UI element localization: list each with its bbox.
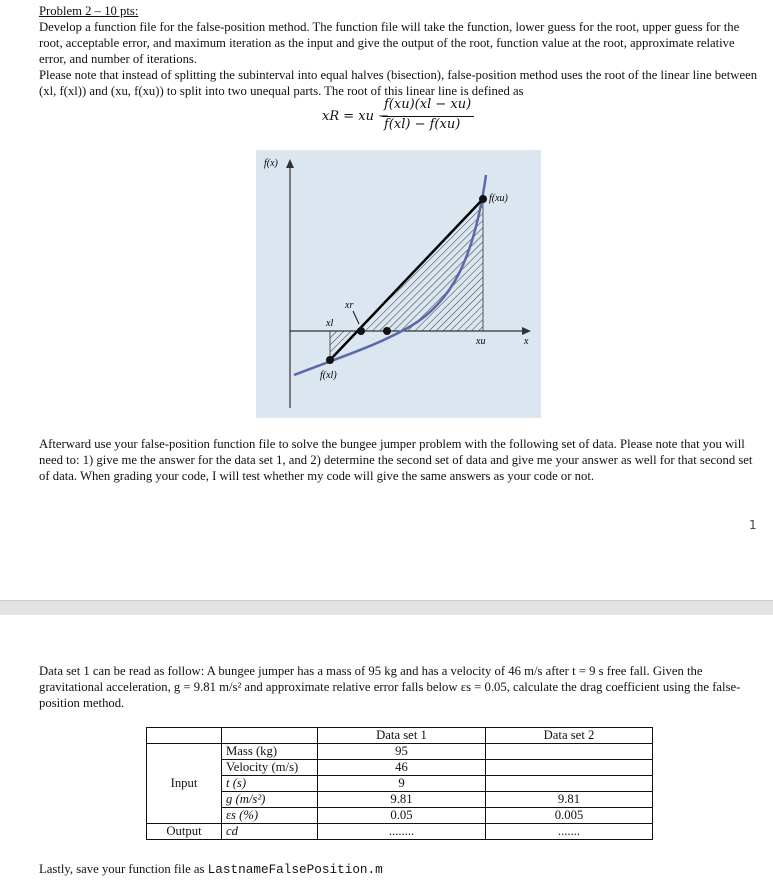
value-gravity-set2: 9.81 — [486, 792, 653, 808]
formula-numerator: f(xu)(xl − xu) — [384, 97, 472, 112]
param-error: εs (%) — [222, 808, 318, 824]
param-mass: Mass (kg) — [222, 744, 318, 760]
false-position-formula — [322, 97, 522, 137]
value-velocity-set1: 46 — [318, 760, 486, 776]
table-row — [147, 808, 653, 824]
point-fxl — [326, 356, 334, 364]
param-velocity: Velocity (m/s) — [222, 760, 318, 776]
closing-text: Lastly, save your function file as — [39, 862, 205, 876]
input-label: Input — [147, 744, 222, 824]
filename: LastnameFalsePosition.m — [207, 862, 383, 877]
label-fxu: f(xu) — [489, 193, 508, 204]
table-row — [147, 776, 653, 792]
x-axis-arrow — [522, 327, 531, 335]
label-xr: xr — [345, 300, 354, 311]
label-x: x — [524, 336, 529, 347]
table-param-header — [222, 728, 318, 744]
value-mass-set2[interactable] — [486, 744, 653, 760]
dataset-description: Data set 1 can be read as follow: A bungee jumper has a mass of 95 kg and has a velocity of 46 m/s after t = 9 s free fall. Given the gravitational acceleration, g = 9.81 m/s² and approximate relative error falls below εs = 0.05, calculate the drag coefficient using the false-position method. — [39, 664, 741, 710]
value-time-set2[interactable] — [486, 776, 653, 792]
table-header-set1: Data set 1 — [318, 728, 486, 744]
problem-intro: Develop a function file for the false-position method. The function file will take the function, lower guess for the root, upper guess for the root, acceptable error, and maximum iteration as the input and give the output of the root, function value at the root, approximate relative error, and number of iterations. — [39, 20, 740, 66]
table-corner-cell — [147, 728, 222, 744]
value-drag-set1: ........ — [318, 824, 486, 840]
y-axis-arrow — [286, 159, 294, 168]
data-table — [146, 727, 653, 840]
table-row — [147, 760, 653, 776]
point-true-root — [383, 327, 391, 335]
table-row — [147, 744, 653, 760]
value-gravity-set1: 9.81 — [318, 792, 486, 808]
figure-svg — [256, 150, 541, 418]
point-fxu — [479, 195, 487, 203]
function-curve — [294, 175, 486, 375]
value-error-set1: 0.05 — [318, 808, 486, 824]
method-note: Please note that instead of splitting the subinterval into equal halves (bisection), false-position method uses the root of the linear line between (xl, f(xl)) and (xu, f(xu)) to split into two unequal parts. The root of this linear line is defined as — [39, 68, 758, 98]
label-fx: f(x) — [264, 158, 278, 169]
value-mass-set1: 95 — [318, 744, 486, 760]
param-time: t (s) — [222, 776, 318, 792]
table-row — [147, 792, 653, 808]
table-header-row — [147, 728, 653, 744]
formula-denominator: f(xl) − f(xu) — [384, 117, 461, 132]
false-position-figure — [256, 150, 541, 418]
problem-title: Problem 2 – 10 pts: — [39, 4, 139, 18]
param-drag: cd — [222, 824, 318, 840]
xr-pointer — [353, 311, 359, 324]
label-fxl: f(xl) — [320, 370, 337, 381]
param-gravity: g (m/s²) — [222, 792, 318, 808]
table-header-set2: Data set 2 — [486, 728, 653, 744]
value-velocity-set2[interactable] — [486, 760, 653, 776]
label-xu: xu — [476, 336, 486, 347]
table-row — [147, 824, 653, 840]
page-separator — [0, 600, 773, 615]
value-error-set2: 0.005 — [486, 808, 653, 824]
output-label: Output — [147, 824, 222, 840]
closing-instruction — [39, 861, 761, 878]
formula-lhs: xR = xu − — [322, 109, 390, 124]
value-time-set1: 9 — [318, 776, 486, 792]
afterward-instructions: Afterward use your false-position function file to solve the bungee jumper problem with the following set of data. Please note that you will need to: 1) give me the answer for the data set 1, and 2) determine the second set of data and give me your answer as well for that second set of data. When grading your code, I will test whether my code will give the same answers as your code or not. — [39, 437, 753, 483]
value-drag-set2: ....... — [486, 824, 653, 840]
point-xr — [357, 327, 365, 335]
label-xl: xl — [326, 318, 334, 329]
page-number: 1 — [749, 518, 757, 532]
